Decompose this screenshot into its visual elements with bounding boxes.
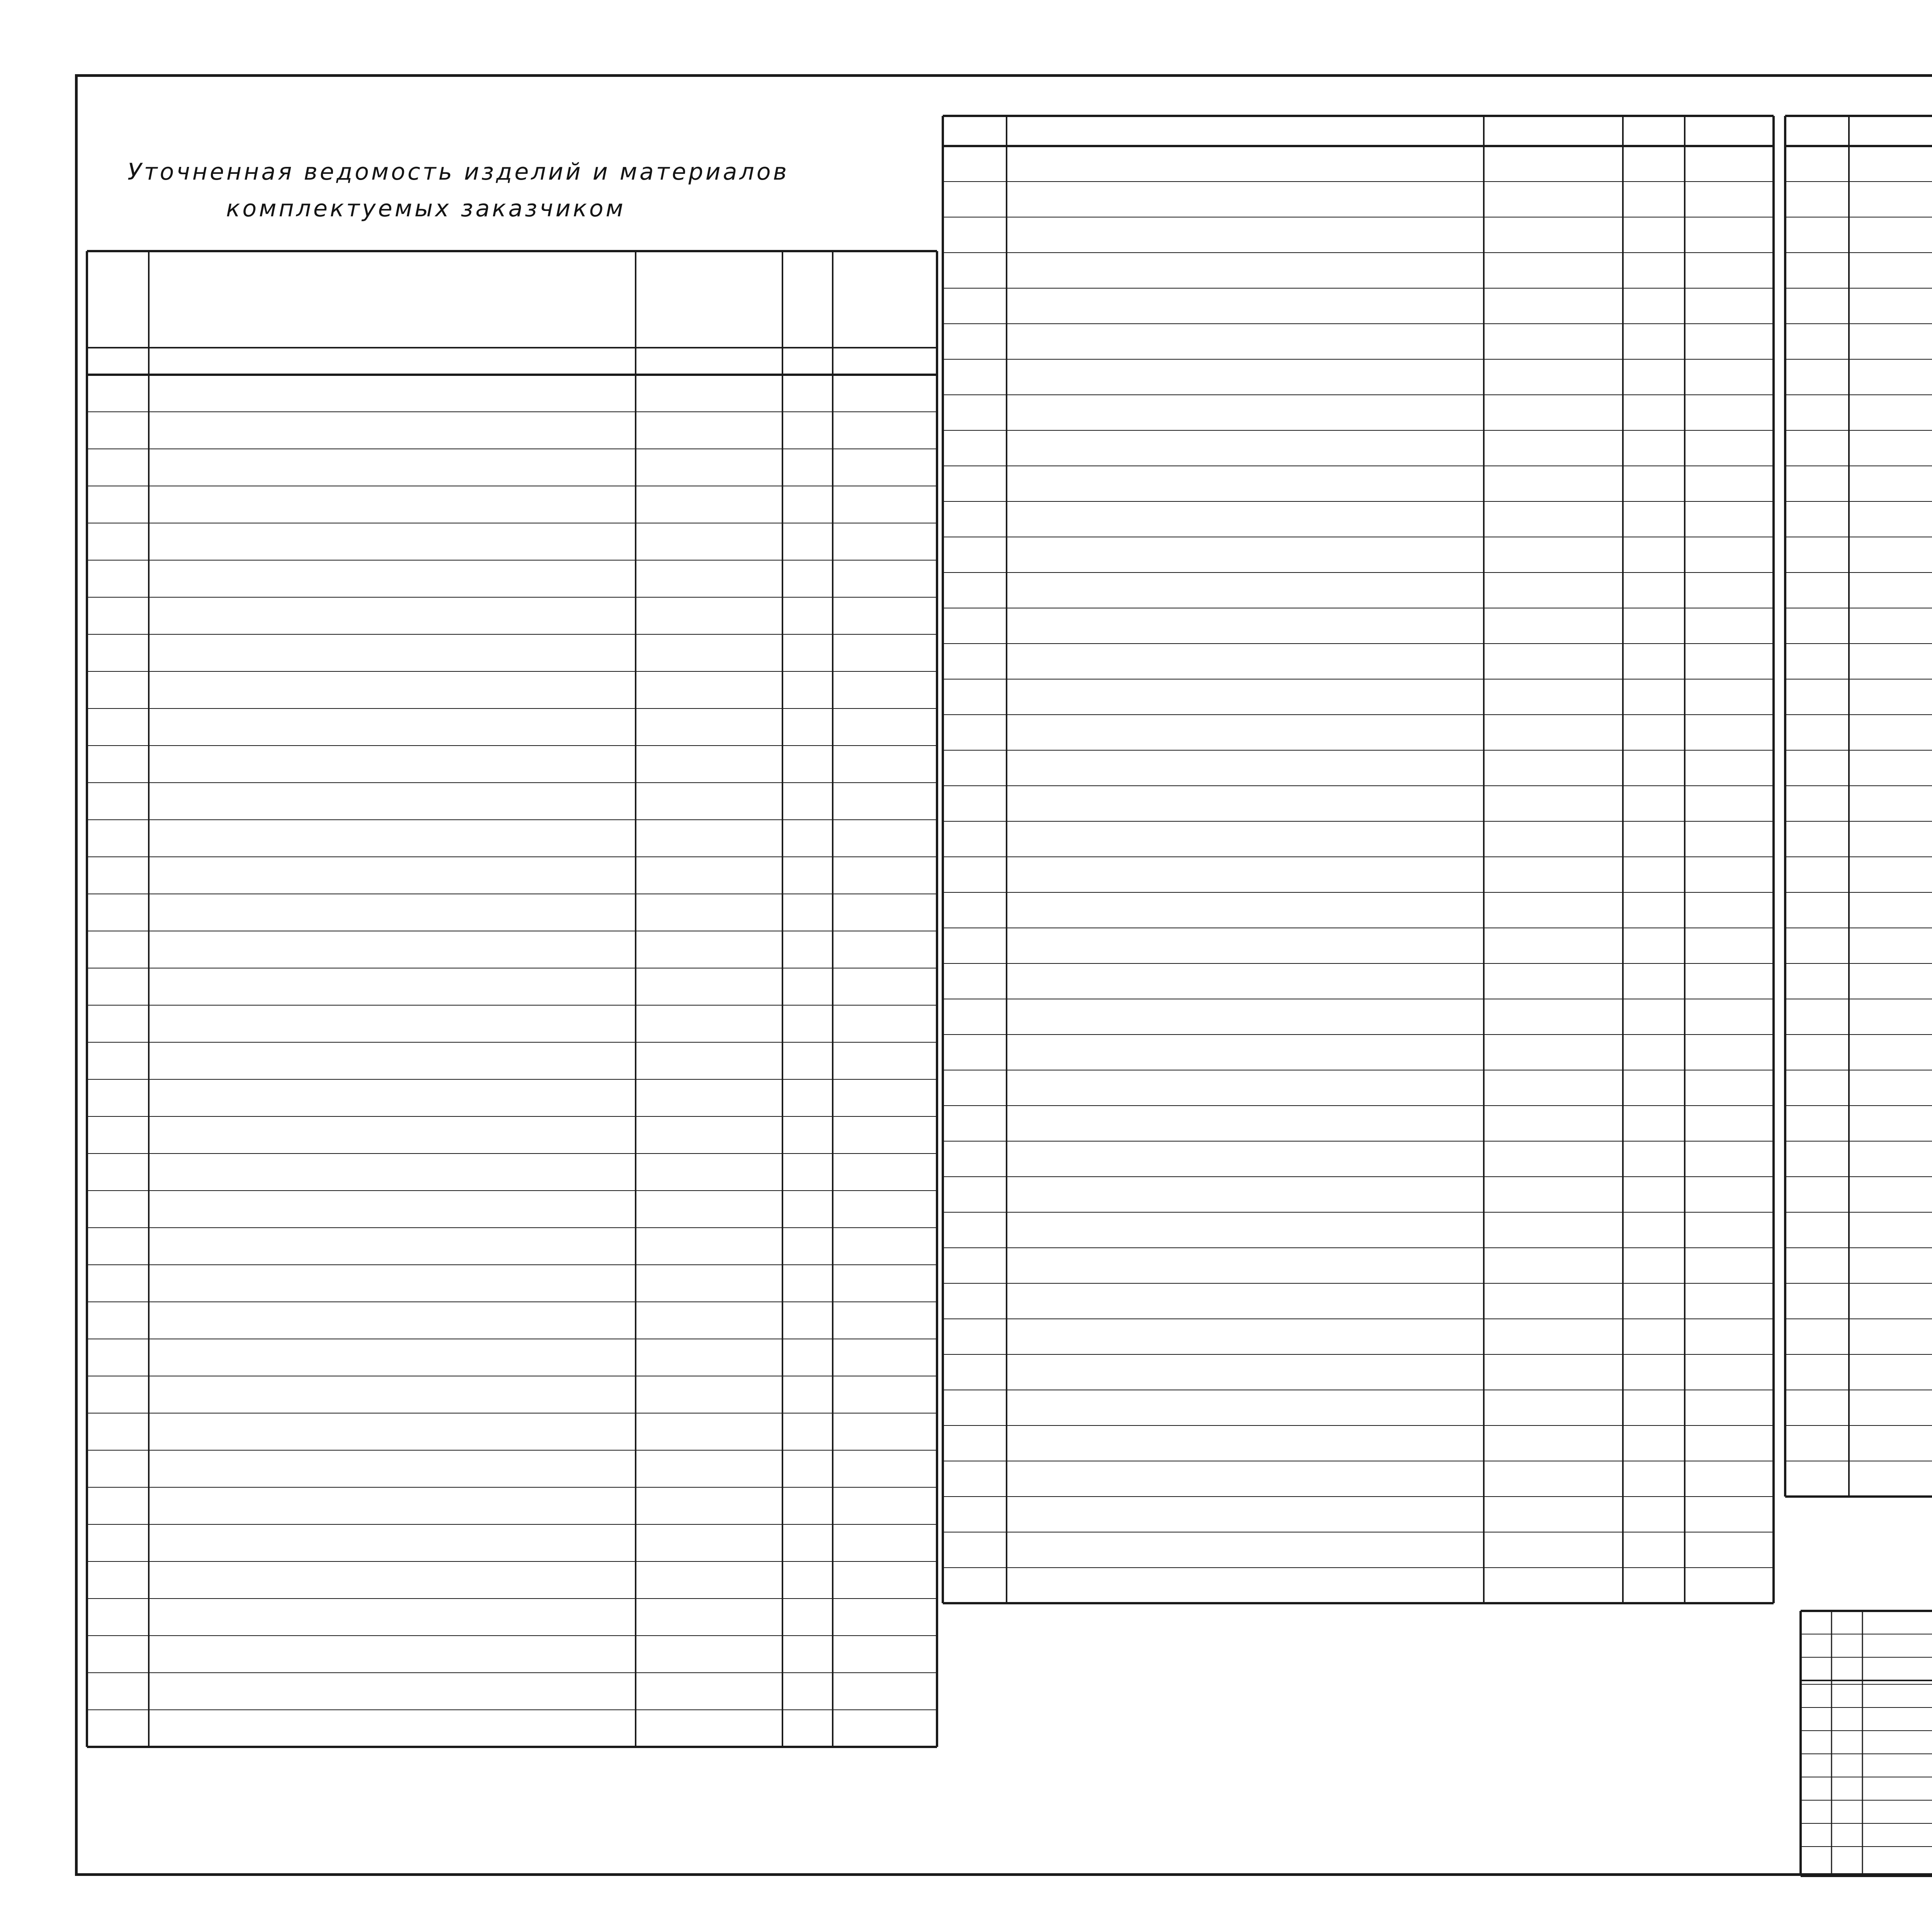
mid_rows-grid	[943, 116, 1774, 1715]
title-block-grid	[1801, 1611, 1932, 1876]
left_rows-grid	[87, 251, 937, 1847]
middle-table	[943, 116, 1774, 1715]
right-table	[1785, 116, 1932, 1553]
document-title-line1: Уточненная ведомость изделий и материалов	[128, 158, 789, 185]
document-title-line2: комплектуемых заказчиком	[226, 195, 626, 222]
right_rows-grid	[1785, 116, 1932, 1553]
left-table	[87, 251, 937, 1847]
title-block	[1801, 1611, 1932, 1876]
